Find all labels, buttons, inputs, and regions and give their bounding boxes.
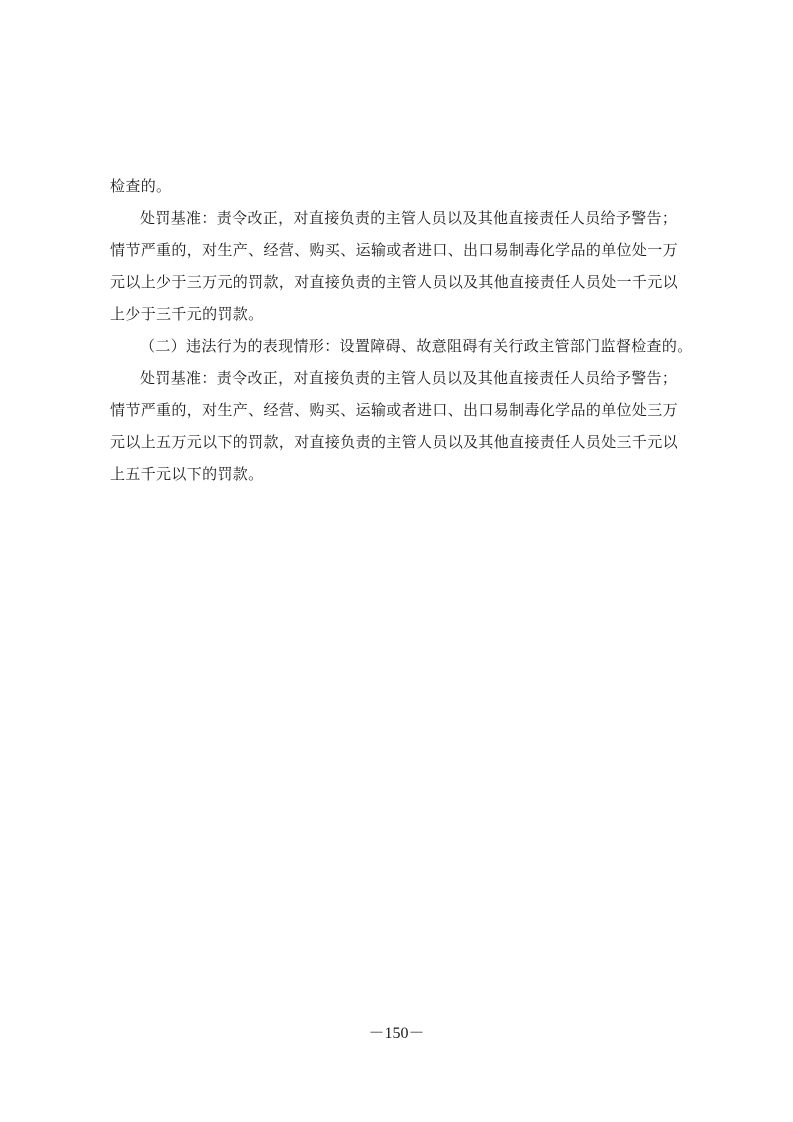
text-line: 检查的。 [110, 177, 172, 195]
page-number: －150－ [368, 1025, 425, 1042]
text-line: 处罚基准：责令改正，对直接负责的主管人员以及其他直接责任人员给予警告； [140, 369, 678, 387]
text-line: 情节严重的，对生产、经营、购买、运输或者进口、出口易制毒化学品的单位处三万 [110, 401, 678, 419]
text-line: 元以上少于三万元的罚款，对直接负责的主管人员以及其他直接责任人员处一千元以 [110, 273, 678, 291]
section-heading: （二）违法行为的表现情形：设置障碍、故意阻碍有关行政主管部门监督检查的。 [140, 337, 693, 355]
text-line: 元以上五万元以下的罚款，对直接负责的主管人员以及其他直接责任人员处三千元以 [110, 433, 678, 451]
text-line: 情节严重的，对生产、经营、购买、运输或者进口、出口易制毒化学品的单位处一万 [110, 241, 678, 259]
text-line: 处罚基准：责令改正，对直接负责的主管人员以及其他直接责任人员给予警告； [140, 209, 678, 227]
text-line: 上五千元以下的罚款。 [110, 465, 264, 483]
text-line: 上少于三千元的罚款。 [110, 305, 264, 323]
